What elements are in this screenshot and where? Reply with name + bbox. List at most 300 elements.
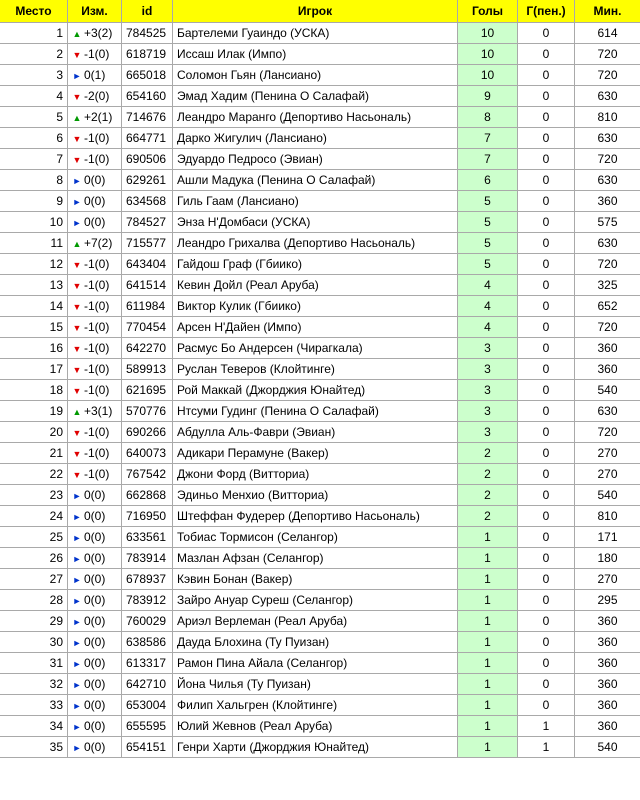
id-cell: 629261 <box>122 170 173 191</box>
player-cell: Ашли Мадука (Пенина О Салафай) <box>173 170 458 191</box>
change-value: 0(0) <box>84 656 106 670</box>
goals-cell: 4 <box>458 275 518 296</box>
table-row[interactable] <box>0 443 640 464</box>
change-value: -1(0) <box>84 278 110 292</box>
id-cell: 642710 <box>122 674 173 695</box>
player-cell: Дарко Жигулич (Лансиано) <box>173 128 458 149</box>
table-row[interactable] <box>0 737 640 758</box>
player-cell: Генри Харти (Джорджия Юнайтед) <box>173 737 458 758</box>
player-cell: Бартелеми Гуаиндо (УСКА) <box>173 23 458 44</box>
mins-cell: 720 <box>575 65 640 86</box>
table-row[interactable] <box>0 149 640 170</box>
change-cell <box>68 674 122 695</box>
change-value: +3(2) <box>84 26 113 40</box>
header-rank[interactable]: Место <box>0 0 68 23</box>
arrow-right-icon: ► <box>72 743 82 753</box>
player-cell: Руслан Теверов (Клойтинге) <box>173 359 458 380</box>
change-cell <box>68 632 122 653</box>
rank-cell: 24 <box>0 506 68 527</box>
table-row[interactable] <box>0 359 640 380</box>
table-row[interactable] <box>0 23 640 44</box>
change-cell <box>68 317 122 338</box>
change-value: +2(1) <box>84 110 113 124</box>
change-value: 0(0) <box>84 698 106 712</box>
header-pen[interactable]: Г(пен.) <box>518 0 575 23</box>
rank-cell: 9 <box>0 191 68 212</box>
goals-cell: 1 <box>458 590 518 611</box>
pen-cell: 0 <box>518 170 575 191</box>
player-cell: Иссаш Илак (Импо) <box>173 44 458 65</box>
rank-cell: 17 <box>0 359 68 380</box>
goals-cell: 1 <box>458 611 518 632</box>
goals-cell: 5 <box>458 233 518 254</box>
table-row[interactable] <box>0 212 640 233</box>
id-cell: 618719 <box>122 44 173 65</box>
pen-cell: 0 <box>518 86 575 107</box>
pen-cell: 0 <box>518 569 575 590</box>
id-cell: 654160 <box>122 86 173 107</box>
mins-cell: 180 <box>575 548 640 569</box>
mins-cell: 540 <box>575 380 640 401</box>
player-cell: Зайро Ануар Суреш (Селангор) <box>173 590 458 611</box>
goals-cell: 1 <box>458 548 518 569</box>
goals-cell: 6 <box>458 170 518 191</box>
pen-cell: 0 <box>518 695 575 716</box>
table-row[interactable] <box>0 422 640 443</box>
player-cell: Джони Форд (Витториа) <box>173 464 458 485</box>
player-cell: Гиль Гаам (Лансиано) <box>173 191 458 212</box>
goals-cell: 10 <box>458 65 518 86</box>
arrow-down-icon: ▼ <box>72 386 82 396</box>
change-cell <box>68 737 122 758</box>
table-row[interactable] <box>0 506 640 527</box>
header-goals[interactable]: Голы <box>458 0 518 23</box>
arrow-up-icon: ▲ <box>72 113 82 123</box>
change-value: 0(0) <box>84 740 106 754</box>
table-row[interactable] <box>0 569 640 590</box>
rank-cell: 34 <box>0 716 68 737</box>
pen-cell: 0 <box>518 380 575 401</box>
goals-cell: 3 <box>458 422 518 443</box>
change-value: 0(0) <box>84 215 106 229</box>
mins-cell: 295 <box>575 590 640 611</box>
mins-cell: 630 <box>575 401 640 422</box>
header-id[interactable]: id <box>122 0 173 23</box>
player-cell: Рамон Пина Айала (Селангор) <box>173 653 458 674</box>
arrow-right-icon: ► <box>72 533 82 543</box>
id-cell: 783912 <box>122 590 173 611</box>
player-cell: Ариэл Верлеман (Реал Аруба) <box>173 611 458 632</box>
goals-cell: 3 <box>458 338 518 359</box>
arrow-down-icon: ▼ <box>72 323 82 333</box>
player-cell: Расмус Бо Андерсен (Чирагкала) <box>173 338 458 359</box>
rank-cell: 4 <box>0 86 68 107</box>
player-cell: Арсен Н'Дайен (Импо) <box>173 317 458 338</box>
change-value: 0(0) <box>84 572 106 586</box>
goals-cell: 9 <box>458 86 518 107</box>
change-value: -1(0) <box>84 257 110 271</box>
header-mins[interactable]: Мин. <box>575 0 640 23</box>
table-row[interactable] <box>0 716 640 737</box>
goals-cell: 2 <box>458 485 518 506</box>
mins-cell: 575 <box>575 212 640 233</box>
id-cell: 690506 <box>122 149 173 170</box>
table-row[interactable] <box>0 338 640 359</box>
rank-cell: 2 <box>0 44 68 65</box>
pen-cell: 0 <box>518 401 575 422</box>
table-row[interactable] <box>0 590 640 611</box>
arrow-down-icon: ▼ <box>72 470 82 480</box>
table-row[interactable] <box>0 191 640 212</box>
id-cell: 643404 <box>122 254 173 275</box>
arrow-right-icon: ► <box>72 701 82 711</box>
table-row[interactable] <box>0 65 640 86</box>
id-cell: 633561 <box>122 527 173 548</box>
pen-cell: 0 <box>518 149 575 170</box>
pen-cell: 0 <box>518 506 575 527</box>
table-row[interactable] <box>0 128 640 149</box>
pen-cell: 0 <box>518 296 575 317</box>
arrow-right-icon: ► <box>72 218 82 228</box>
arrow-down-icon: ▼ <box>72 302 82 312</box>
pen-cell: 0 <box>518 590 575 611</box>
mins-cell: 270 <box>575 464 640 485</box>
change-value: 0(0) <box>84 551 106 565</box>
change-value: 0(0) <box>84 530 106 544</box>
change-cell <box>68 191 122 212</box>
pen-cell: 0 <box>518 632 575 653</box>
arrow-down-icon: ▼ <box>72 92 82 102</box>
header-change[interactable]: Изм. <box>68 0 122 23</box>
player-cell: Тобиас Тормисон (Селангор) <box>173 527 458 548</box>
rank-cell: 14 <box>0 296 68 317</box>
change-cell <box>68 464 122 485</box>
rank-cell: 30 <box>0 632 68 653</box>
id-cell: 621695 <box>122 380 173 401</box>
mins-cell: 360 <box>575 359 640 380</box>
header-row <box>0 0 640 23</box>
goals-cell: 5 <box>458 254 518 275</box>
id-cell: 662868 <box>122 485 173 506</box>
arrow-up-icon: ▲ <box>72 29 82 39</box>
table-row[interactable] <box>0 611 640 632</box>
change-cell <box>68 443 122 464</box>
change-value: 0(0) <box>84 677 106 691</box>
change-cell <box>68 422 122 443</box>
table-row[interactable] <box>0 170 640 191</box>
change-cell <box>68 65 122 86</box>
arrow-right-icon: ► <box>72 659 82 669</box>
change-value: 0(0) <box>84 593 106 607</box>
table-row[interactable] <box>0 464 640 485</box>
change-value: +7(2) <box>84 236 113 250</box>
change-value: 0(0) <box>84 173 106 187</box>
player-cell: Адикари Перамуне (Вакер) <box>173 443 458 464</box>
change-cell <box>68 233 122 254</box>
change-cell <box>68 44 122 65</box>
id-cell: 783914 <box>122 548 173 569</box>
pen-cell: 0 <box>518 191 575 212</box>
goals-cell: 1 <box>458 716 518 737</box>
mins-cell: 652 <box>575 296 640 317</box>
player-cell: Нтсуми Гудинг (Пенина О Салафай) <box>173 401 458 422</box>
id-cell: 784525 <box>122 23 173 44</box>
mins-cell: 360 <box>575 338 640 359</box>
change-cell <box>68 338 122 359</box>
rank-cell: 23 <box>0 485 68 506</box>
arrow-right-icon: ► <box>72 512 82 522</box>
arrow-down-icon: ▼ <box>72 365 82 375</box>
pen-cell: 0 <box>518 443 575 464</box>
change-value: 0(0) <box>84 194 106 208</box>
player-cell: Леандро Маранго (Депортиво Насьональ) <box>173 107 458 128</box>
table-row[interactable] <box>0 548 640 569</box>
mins-cell: 360 <box>575 611 640 632</box>
goals-cell: 10 <box>458 44 518 65</box>
goals-cell: 3 <box>458 359 518 380</box>
arrow-down-icon: ▼ <box>72 134 82 144</box>
arrow-right-icon: ► <box>72 176 82 186</box>
pen-cell: 0 <box>518 44 575 65</box>
change-value: -1(0) <box>84 383 110 397</box>
table-row[interactable] <box>0 485 640 506</box>
arrow-right-icon: ► <box>72 638 82 648</box>
mins-cell: 360 <box>575 695 640 716</box>
player-cell: Абдулла Аль-Фаври (Эвиан) <box>173 422 458 443</box>
mins-cell: 270 <box>575 443 640 464</box>
id-cell: 760029 <box>122 611 173 632</box>
rank-cell: 13 <box>0 275 68 296</box>
change-cell <box>68 86 122 107</box>
change-cell <box>68 548 122 569</box>
table-row[interactable] <box>0 317 640 338</box>
arrow-right-icon: ► <box>72 491 82 501</box>
player-cell: Эдиньо Менхио (Витториа) <box>173 485 458 506</box>
rank-cell: 8 <box>0 170 68 191</box>
change-cell <box>68 23 122 44</box>
id-cell: 665018 <box>122 65 173 86</box>
table-row[interactable] <box>0 380 640 401</box>
change-value: -1(0) <box>84 341 110 355</box>
change-cell <box>68 128 122 149</box>
goals-cell: 2 <box>458 464 518 485</box>
player-cell: Мазлан Афзан (Селангор) <box>173 548 458 569</box>
id-cell: 570776 <box>122 401 173 422</box>
goals-cell: 1 <box>458 569 518 590</box>
table-row[interactable] <box>0 527 640 548</box>
goals-cell: 3 <box>458 401 518 422</box>
arrow-right-icon: ► <box>72 575 82 585</box>
arrow-up-icon: ▲ <box>72 407 82 417</box>
id-cell: 655595 <box>122 716 173 737</box>
change-value: 0(0) <box>84 488 106 502</box>
pen-cell: 1 <box>518 716 575 737</box>
change-value: 0(0) <box>84 719 106 733</box>
player-cell: Соломон Гьян (Лансиано) <box>173 65 458 86</box>
arrow-down-icon: ▼ <box>72 428 82 438</box>
id-cell: 767542 <box>122 464 173 485</box>
player-cell: Рой Маккай (Джорджия Юнайтед) <box>173 380 458 401</box>
id-cell: 589913 <box>122 359 173 380</box>
rank-cell: 15 <box>0 317 68 338</box>
player-cell: Энза Н'Домбаси (УСКА) <box>173 212 458 233</box>
table-row[interactable] <box>0 254 640 275</box>
arrow-right-icon: ► <box>72 554 82 564</box>
id-cell: 770454 <box>122 317 173 338</box>
mins-cell: 630 <box>575 128 640 149</box>
rank-cell: 18 <box>0 380 68 401</box>
rank-cell: 1 <box>0 23 68 44</box>
arrow-right-icon: ► <box>72 617 82 627</box>
rank-cell: 5 <box>0 107 68 128</box>
player-cell: Юлий Жевнов (Реал Аруба) <box>173 716 458 737</box>
rank-cell: 6 <box>0 128 68 149</box>
rank-cell: 22 <box>0 464 68 485</box>
arrow-right-icon: ► <box>72 596 82 606</box>
goals-cell: 1 <box>458 527 518 548</box>
table-row[interactable] <box>0 674 640 695</box>
id-cell: 640073 <box>122 443 173 464</box>
pen-cell: 0 <box>518 674 575 695</box>
mins-cell: 360 <box>575 674 640 695</box>
change-cell <box>68 275 122 296</box>
mins-cell: 540 <box>575 737 640 758</box>
mins-cell: 270 <box>575 569 640 590</box>
rank-cell: 20 <box>0 422 68 443</box>
rank-cell: 16 <box>0 338 68 359</box>
mins-cell: 720 <box>575 317 640 338</box>
arrow-right-icon: ► <box>72 722 82 732</box>
rank-cell: 29 <box>0 611 68 632</box>
rank-cell: 12 <box>0 254 68 275</box>
id-cell: 714676 <box>122 107 173 128</box>
mins-cell: 325 <box>575 275 640 296</box>
pen-cell: 0 <box>518 464 575 485</box>
pen-cell: 0 <box>518 422 575 443</box>
mins-cell: 171 <box>575 527 640 548</box>
table-row[interactable] <box>0 296 640 317</box>
change-value: 0(1) <box>84 68 106 82</box>
player-cell: Кевин Дойл (Реал Аруба) <box>173 275 458 296</box>
pen-cell: 0 <box>518 485 575 506</box>
player-cell: Эмад Хадим (Пенина О Салафай) <box>173 86 458 107</box>
mins-cell: 720 <box>575 422 640 443</box>
change-cell <box>68 107 122 128</box>
id-cell: 641514 <box>122 275 173 296</box>
goals-cell: 7 <box>458 149 518 170</box>
pen-cell: 0 <box>518 65 575 86</box>
change-cell <box>68 485 122 506</box>
change-value: 0(0) <box>84 635 106 649</box>
goals-cell: 4 <box>458 296 518 317</box>
pen-cell: 1 <box>518 737 575 758</box>
change-cell <box>68 170 122 191</box>
goals-cell: 5 <box>458 212 518 233</box>
change-value: -1(0) <box>84 425 110 439</box>
pen-cell: 0 <box>518 107 575 128</box>
goals-cell: 8 <box>458 107 518 128</box>
table-row[interactable] <box>0 695 640 716</box>
id-cell: 784527 <box>122 212 173 233</box>
change-cell <box>68 590 122 611</box>
id-cell: 654151 <box>122 737 173 758</box>
pen-cell: 0 <box>518 212 575 233</box>
rank-cell: 21 <box>0 443 68 464</box>
id-cell: 638586 <box>122 632 173 653</box>
table-row[interactable] <box>0 44 640 65</box>
id-cell: 678937 <box>122 569 173 590</box>
goals-cell: 7 <box>458 128 518 149</box>
rank-cell: 27 <box>0 569 68 590</box>
rank-cell: 33 <box>0 695 68 716</box>
change-cell <box>68 506 122 527</box>
pen-cell: 0 <box>518 338 575 359</box>
change-cell <box>68 695 122 716</box>
goals-cell: 1 <box>458 653 518 674</box>
table-row[interactable] <box>0 107 640 128</box>
id-cell: 690266 <box>122 422 173 443</box>
pen-cell: 0 <box>518 653 575 674</box>
player-cell: Леандро Грихалва (Депортиво Насьональ) <box>173 233 458 254</box>
id-cell: 613317 <box>122 653 173 674</box>
mins-cell: 810 <box>575 506 640 527</box>
player-cell: Виктор Кулик (Гбиико) <box>173 296 458 317</box>
table-row[interactable] <box>0 632 640 653</box>
arrow-down-icon: ▼ <box>72 50 82 60</box>
arrow-right-icon: ► <box>72 197 82 207</box>
player-cell: Гайдош Граф (Гбиико) <box>173 254 458 275</box>
arrow-up-icon: ▲ <box>72 239 82 249</box>
change-cell <box>68 527 122 548</box>
mins-cell: 540 <box>575 485 640 506</box>
table-row[interactable] <box>0 86 640 107</box>
table-row[interactable] <box>0 233 640 254</box>
id-cell: 634568 <box>122 191 173 212</box>
change-value: +3(1) <box>84 404 113 418</box>
change-value: -1(0) <box>84 131 110 145</box>
goals-cell: 1 <box>458 695 518 716</box>
mins-cell: 630 <box>575 86 640 107</box>
id-cell: 611984 <box>122 296 173 317</box>
goals-cell: 10 <box>458 23 518 44</box>
player-cell: Эдуардо Педросо (Эвиан) <box>173 149 458 170</box>
change-cell <box>68 611 122 632</box>
mins-cell: 810 <box>575 107 640 128</box>
rank-cell: 3 <box>0 65 68 86</box>
goals-cell: 3 <box>458 380 518 401</box>
id-cell: 715577 <box>122 233 173 254</box>
mins-cell: 360 <box>575 632 640 653</box>
mins-cell: 360 <box>575 191 640 212</box>
change-cell <box>68 212 122 233</box>
mins-cell: 630 <box>575 233 640 254</box>
table-row[interactable] <box>0 401 640 422</box>
rank-cell: 19 <box>0 401 68 422</box>
rank-cell: 31 <box>0 653 68 674</box>
pen-cell: 0 <box>518 233 575 254</box>
pen-cell: 0 <box>518 254 575 275</box>
table-row[interactable] <box>0 275 640 296</box>
pen-cell: 0 <box>518 359 575 380</box>
goals-cell: 5 <box>458 191 518 212</box>
header-player[interactable]: Игрок <box>173 0 458 23</box>
rank-cell: 10 <box>0 212 68 233</box>
change-cell <box>68 149 122 170</box>
mins-cell: 360 <box>575 716 640 737</box>
pen-cell: 0 <box>518 128 575 149</box>
table-row[interactable] <box>0 653 640 674</box>
arrow-right-icon: ► <box>72 71 82 81</box>
